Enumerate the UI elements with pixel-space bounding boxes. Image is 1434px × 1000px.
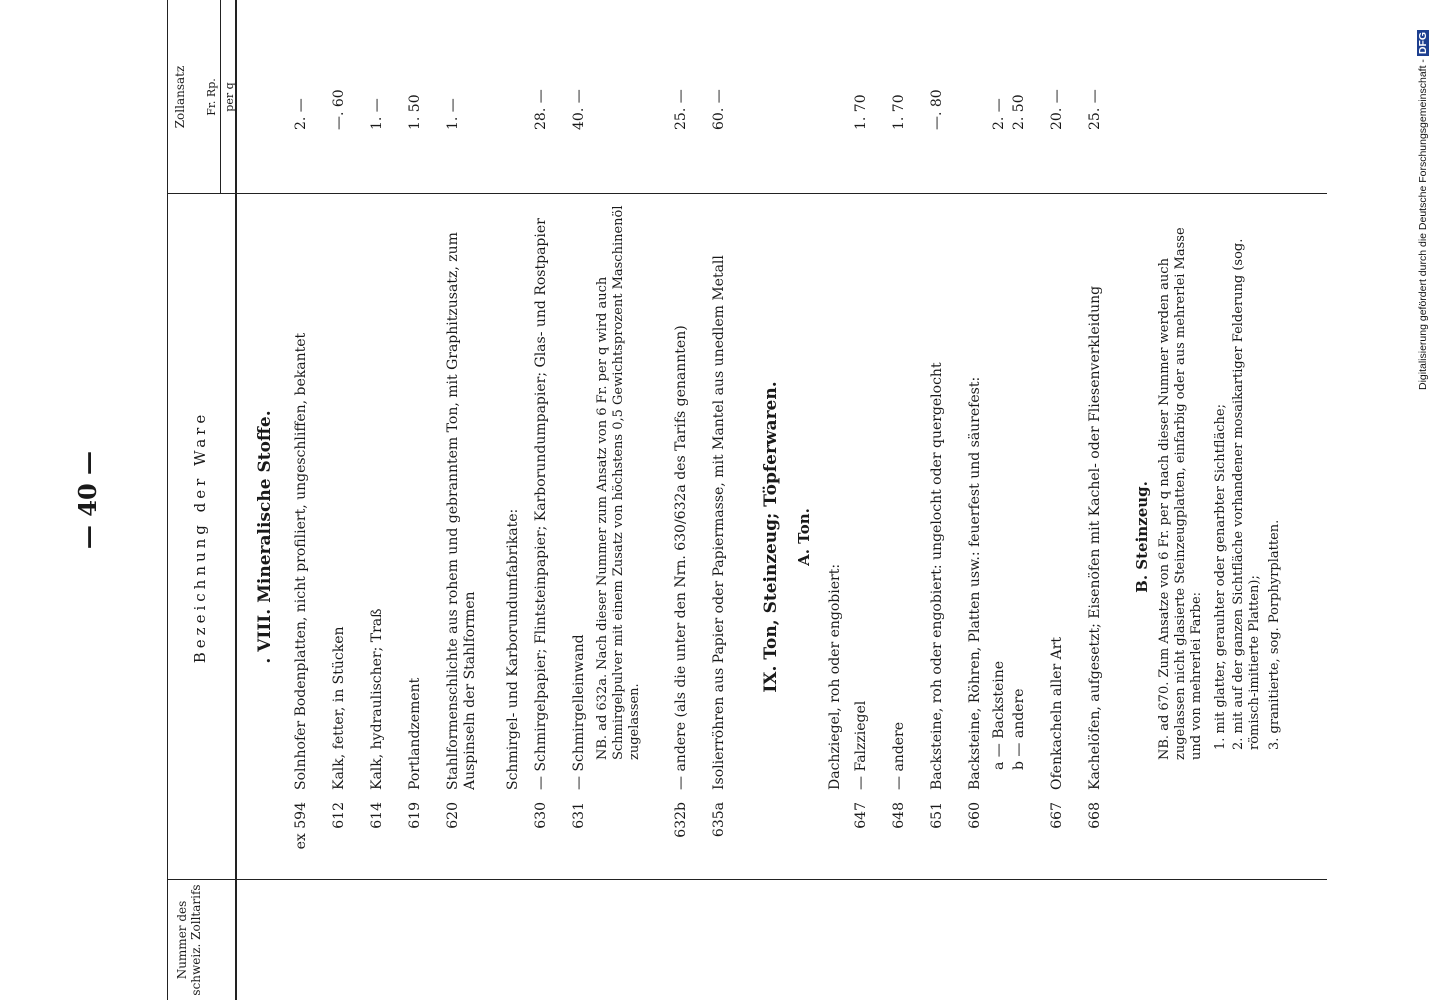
header-rate-unit: Fr. Rp.: [205, 78, 218, 116]
row-description: — andere (als die unter den Nrn. 630/632a des Tarifs genannten): [673, 325, 689, 790]
section-ix-sub-a: A. Ton.: [795, 508, 813, 566]
row-rate: 40. —: [571, 89, 587, 130]
row-rate: 1. —: [369, 98, 385, 130]
section-ix-sub-b: B. Steinzeug.: [1133, 481, 1151, 593]
header-number: Nummer des schweiz. Zolltarifs: [175, 884, 203, 996]
nb-670-intro: NB. ad 670. Zum Ansatze von 6 Fr. per q nach dieser Nummer werden auch zugelassen nicht glasierte Steinzeugplatten, einfarbig oder aus mehrerlei Masse und von mehrerlei Farbe:: [1157, 227, 1204, 760]
row-description: Ofenkacheln aller Art: [1049, 636, 1065, 790]
col-rule-2: [167, 193, 1327, 194]
row-description: — Schmirgelleinwand: [571, 634, 587, 790]
row-rate: 60. —: [711, 89, 727, 130]
row-number: 631: [571, 802, 587, 829]
header-rate-per: per q: [223, 82, 236, 112]
row-rate: —. 60: [331, 89, 347, 130]
row-rate: 1. —: [445, 98, 461, 130]
row-number: 619: [407, 802, 423, 829]
row-number: 612: [331, 802, 347, 829]
row-description: b — andere: [1011, 688, 1027, 770]
row-number: ex 594: [293, 802, 309, 850]
row-description: Schmirgel- und Karborundumfabrikate:: [505, 508, 521, 790]
nb-670-item: 2. mit auf der ganzen Sichtfläche vorhandener mosaikartiger Felderung (sog. römisch-imitierte Platten);: [1231, 238, 1262, 750]
row-number: 630: [533, 802, 549, 829]
digitization-credit: [1417, 10, 1431, 390]
row-rate: 1. 70: [853, 94, 869, 130]
row-rate: 28. —: [533, 89, 549, 130]
top-rule: [167, 0, 168, 1000]
row-description: Isolierröhren aus Papier oder Papiermasse, mit Mantel aus unedlem Metall: [711, 255, 727, 790]
row-description: Solnhofer Bodenplatten, nicht profiliert, ungeschliffen, bekantet: [293, 332, 309, 790]
row-number: 647: [853, 802, 869, 829]
row-description: — Falzziegel: [853, 700, 869, 790]
row-number: 660: [967, 802, 983, 829]
row-rate: 2. —: [293, 98, 309, 130]
row-number: 648: [891, 802, 907, 829]
row-description: Portlandzement: [407, 677, 423, 790]
row-number: 668: [1087, 802, 1103, 829]
row-number: 620: [445, 802, 461, 829]
rotated-page: [55, 0, 1355, 1000]
row-rate: 25. —: [673, 89, 689, 130]
nb-632a-text: NB. ad 632a. Nach dieser Nummer zum Ansatz von 6 Fr. per q wird auch Schmirgelpulver mit einem Zusatz von höchstens 0,5 Gewichtsprozent Maschinenöl zugelassen.: [595, 205, 642, 760]
row-number: 632b: [673, 802, 689, 838]
section-viii-title: . VIII. Mineralische Stoffe.: [255, 410, 275, 664]
row-number: 614: [369, 802, 385, 829]
nb-670-item: 3. granitierte, sog. Porphyrplatten.: [1267, 519, 1282, 750]
row-description: Backsteine, Röhren, Platten usw.: feuerfest und säurefest:: [967, 376, 983, 790]
row-number: 651: [929, 802, 945, 829]
section-ix-title: IX. Ton, Steinzeug; Töpferwaren.: [761, 381, 781, 693]
row-description: Dachziegel, roh oder engobiert:: [827, 563, 843, 790]
row-rate: 2. —: [991, 98, 1007, 130]
row-number: 667: [1049, 802, 1065, 829]
col-rule-1: [167, 879, 1327, 880]
row-number: 635a: [711, 802, 727, 838]
row-description: Kalk, hydraulischer; Traß: [369, 608, 385, 790]
row-description: Kalk, fetter, in Stücken: [331, 626, 347, 790]
credit-text: Digitalisierung gefördert durch die Deutsche Forschungsgemeinschaft -: [1417, 59, 1429, 390]
row-description: Stahlformenschlichte aus rohem und gebranntem Ton, mit Graphitzusatz, zum Auspinseln der Stahlformen: [445, 232, 478, 790]
header-rate: Zollansatz: [173, 65, 187, 129]
row-rate: 1. 50: [407, 94, 423, 130]
row-description: Kachelöfen, aufgesetzt; Eisenöfen mit Kachel- oder Fliesenverkleidung: [1087, 285, 1103, 790]
row-description: a — Backsteine: [991, 660, 1007, 770]
row-description: — andere: [891, 721, 907, 790]
row-rate: —. 80: [929, 89, 945, 130]
rate-subrule: [220, 0, 221, 194]
dfg-logo: DFG: [1417, 31, 1429, 55]
header-description: Bezeichnung der Ware: [191, 410, 209, 664]
row-rate: 2. 50: [1011, 94, 1027, 130]
page-number: — 40 —: [73, 450, 102, 550]
row-rate: 1. 70: [891, 94, 907, 130]
nb-670-item: 1. mit glatter, gerauhter oder genarbter Sichtfläche;: [1213, 403, 1228, 750]
row-description: Backsteine, roh oder engobiert: ungelocht oder quergelocht: [929, 362, 945, 790]
row-rate: 20. —: [1049, 89, 1065, 130]
row-rate: 25. —: [1087, 89, 1103, 130]
row-description: — Schmirgelpapier; Flintsteinpapier; Karborundumpapier; Glas- und Rostpapier: [533, 218, 549, 790]
